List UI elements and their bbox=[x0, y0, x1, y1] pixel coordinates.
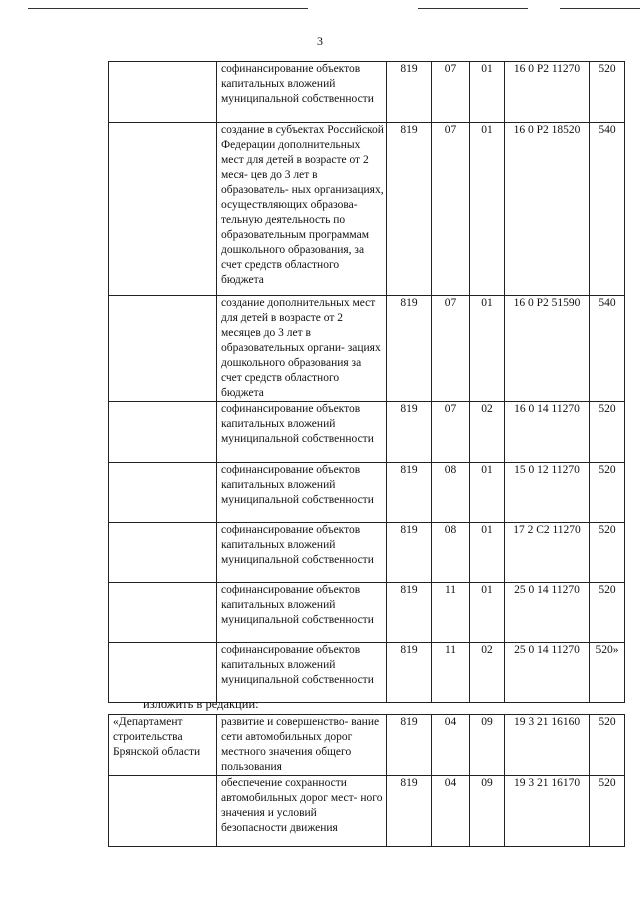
ministry-code-cell: 819 bbox=[387, 402, 432, 463]
expense-type-cell: 520 bbox=[590, 583, 625, 643]
description-cell: софинансирование объектов капитальных вложений муниципальной собственности bbox=[217, 62, 387, 123]
ministry-code-cell: 819 bbox=[387, 463, 432, 523]
table-row bbox=[109, 523, 625, 583]
page-number: 3 bbox=[317, 34, 323, 48]
subsection-cell: 01 bbox=[470, 523, 505, 583]
table-row bbox=[109, 643, 625, 703]
table-row bbox=[109, 123, 625, 296]
description-cell: софинансирование объектов капитальных вложений муниципальной собственности bbox=[217, 643, 387, 703]
dept-cell bbox=[109, 402, 217, 463]
table-row bbox=[109, 62, 625, 123]
dept-cell bbox=[109, 62, 217, 123]
ministry-code-cell: 819 bbox=[387, 62, 432, 123]
subsection-cell: 02 bbox=[470, 643, 505, 703]
target-code-cell: 19 3 21 16170 bbox=[505, 776, 590, 847]
subsection-cell: 01 bbox=[470, 463, 505, 523]
dept-cell bbox=[109, 643, 217, 703]
section-cell: 08 bbox=[432, 523, 470, 583]
dept-cell bbox=[109, 463, 217, 523]
subsection-cell: 01 bbox=[470, 296, 505, 402]
target-code-cell: 16 0 P2 51590 bbox=[505, 296, 590, 402]
section-cell: 11 bbox=[432, 583, 470, 643]
expense-type-cell: 520 bbox=[590, 523, 625, 583]
ministry-code-cell: 819 bbox=[387, 123, 432, 296]
dept-cell bbox=[109, 123, 217, 296]
subsection-cell: 02 bbox=[470, 402, 505, 463]
description-cell: софинансирование объектов капитальных вложений муниципальной собственности bbox=[217, 583, 387, 643]
subsection-cell: 01 bbox=[470, 62, 505, 123]
description-cell: развитие и совершенство- вание сети автомобильных дорог местного значения общего пользования bbox=[217, 715, 387, 776]
table-row bbox=[109, 402, 625, 463]
description-cell: софинансирование объектов капитальных вложений муниципальной собственности bbox=[217, 523, 387, 583]
target-code-cell: 16 0 P2 18520 bbox=[505, 123, 590, 296]
dept-cell bbox=[109, 523, 217, 583]
subsection-cell: 01 bbox=[470, 123, 505, 296]
table-row bbox=[109, 715, 625, 776]
expense-type-cell: 540 bbox=[590, 123, 625, 296]
table-row bbox=[109, 296, 625, 402]
expense-type-cell: 520 bbox=[590, 402, 625, 463]
dept-cell bbox=[109, 296, 217, 402]
ministry-code-cell: 819 bbox=[387, 296, 432, 402]
subsection-cell: 01 bbox=[470, 583, 505, 643]
target-code-cell: 16 0 P2 11270 bbox=[505, 62, 590, 123]
ministry-code-cell: 819 bbox=[387, 776, 432, 847]
ministry-code-cell: 819 bbox=[387, 715, 432, 776]
expense-type-cell: 520» bbox=[590, 643, 625, 703]
top-rule-mid bbox=[418, 8, 528, 9]
expense-type-cell: 520 bbox=[590, 62, 625, 123]
section-cell: 08 bbox=[432, 463, 470, 523]
description-cell: софинансирование объектов капитальных вложений муниципальной собственности bbox=[217, 463, 387, 523]
ministry-code-cell: 819 bbox=[387, 643, 432, 703]
expense-type-cell: 540 bbox=[590, 296, 625, 402]
subsection-cell: 09 bbox=[470, 776, 505, 847]
dept-cell bbox=[109, 583, 217, 643]
dept-cell: «Департамент строительства Брянской области bbox=[109, 715, 217, 776]
ministry-code-cell: 819 bbox=[387, 583, 432, 643]
target-code-cell: 19 3 21 16160 bbox=[505, 715, 590, 776]
dept-cell bbox=[109, 776, 217, 847]
section-cell: 07 bbox=[432, 402, 470, 463]
amendment-paragraph: изложить в редакции: bbox=[143, 697, 259, 711]
target-code-cell: 25 0 14 11270 bbox=[505, 583, 590, 643]
top-rule-left bbox=[28, 8, 308, 9]
target-code-cell: 25 0 14 11270 bbox=[505, 643, 590, 703]
amended-table bbox=[108, 714, 625, 847]
section-cell: 04 bbox=[432, 776, 470, 847]
budget-table bbox=[108, 61, 625, 703]
section-cell: 07 bbox=[432, 123, 470, 296]
description-cell: обеспечение сохранности автомобильных дорог мест- ного значения и условий безопасности движения bbox=[217, 776, 387, 847]
section-cell: 07 bbox=[432, 296, 470, 402]
table-row bbox=[109, 776, 625, 847]
description-cell: создание в субъектах Российской Федерации дополнительных мест для детей в возрасте от 2 меся- цев до 3 лет в образователь- ных организациях, осуществляющих образова- тельную деятельность по образовательным программам дошкольного образования, за счет средств областного бюджета bbox=[217, 123, 387, 296]
section-cell: 11 bbox=[432, 643, 470, 703]
description-cell: софинансирование объектов капитальных вложений муниципальной собственности bbox=[217, 402, 387, 463]
expense-type-cell: 520 bbox=[590, 776, 625, 847]
target-code-cell: 15 0 12 11270 bbox=[505, 463, 590, 523]
table-row bbox=[109, 583, 625, 643]
expense-type-cell: 520 bbox=[590, 715, 625, 776]
target-code-cell: 17 2 C2 11270 bbox=[505, 523, 590, 583]
subsection-cell: 09 bbox=[470, 715, 505, 776]
ministry-code-cell: 819 bbox=[387, 523, 432, 583]
target-code-cell: 16 0 14 11270 bbox=[505, 402, 590, 463]
expense-type-cell: 520 bbox=[590, 463, 625, 523]
top-rule-right bbox=[560, 8, 640, 9]
section-cell: 04 bbox=[432, 715, 470, 776]
description-cell: создание дополнительных мест для детей в возрасте от 2 месяцев до 3 лет в образовательных органи- зациях дошкольного образования за счет средств областного бюджета bbox=[217, 296, 387, 402]
section-cell: 07 bbox=[432, 62, 470, 123]
table-row bbox=[109, 463, 625, 523]
